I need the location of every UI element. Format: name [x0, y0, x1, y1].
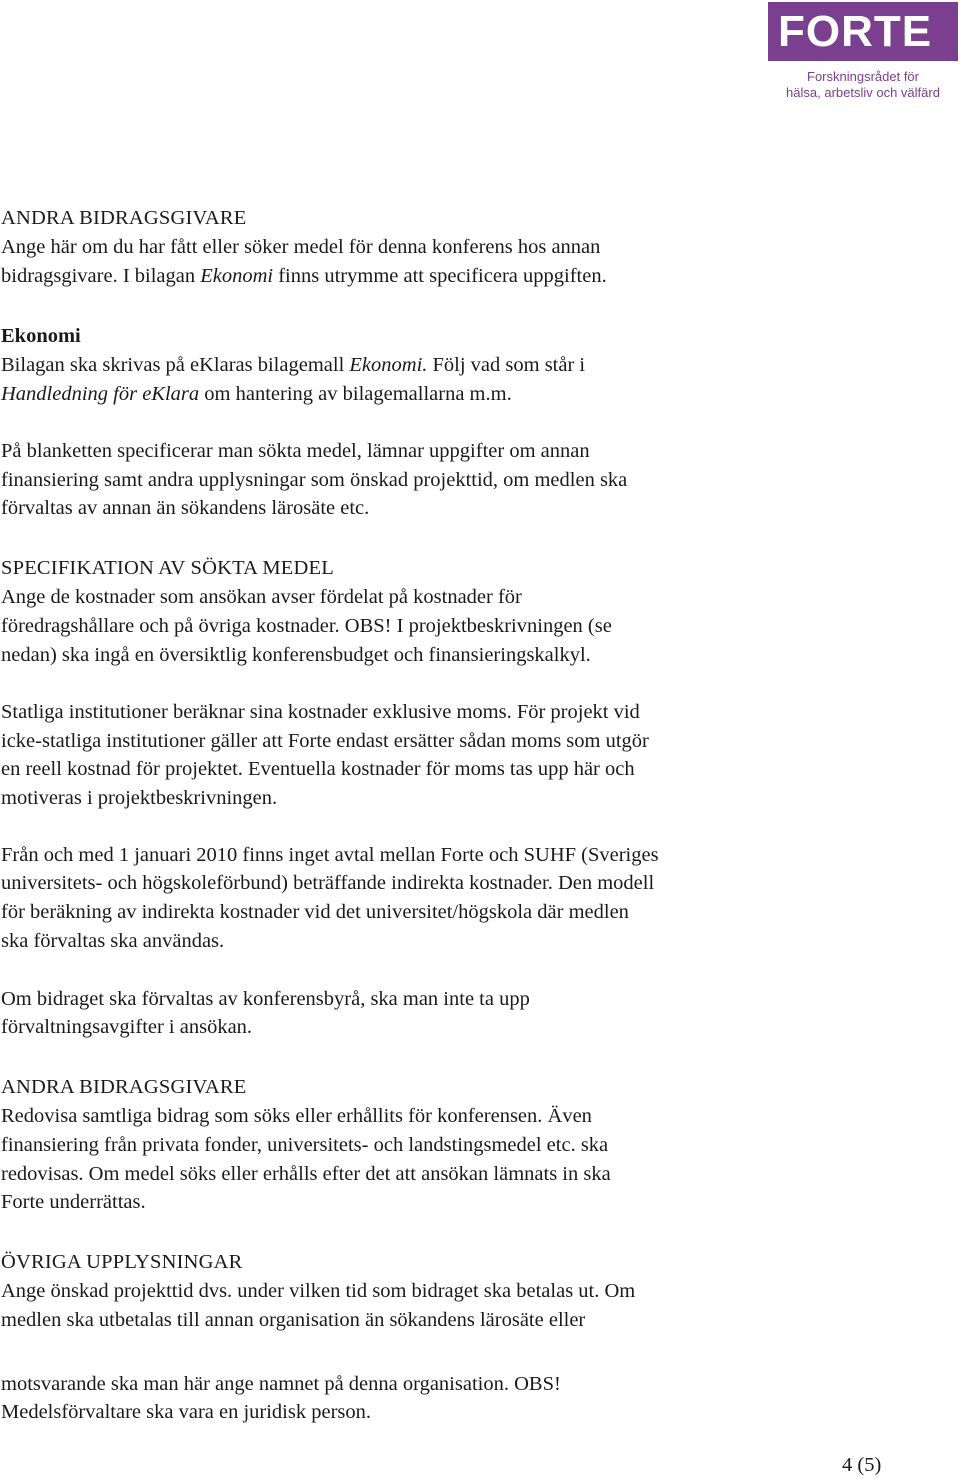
paragraph-line: Från och med 1 januari 2010 finns inget avtal mellan Forte och SUHF (Sveriges: [1, 844, 659, 866]
italic-text: Ekonomi: [200, 265, 274, 287]
paragraph-line: motsvarande ska man här ange namnet på denna organisation. OBS!: [1, 1373, 561, 1395]
italic-text: Handledning för eKlara: [1, 383, 200, 405]
logo-box: [768, 2, 958, 61]
paragraph-line: nedan) ska ingå en översiktlig konferensbudget och finansieringskalkyl.: [1, 644, 591, 666]
section-heading-andra-bidragsgivare: ANDRA BIDRAGSGIVARE: [1, 207, 247, 229]
forte-logo: [768, 2, 958, 98]
paragraph-line: [1, 351, 585, 379]
paragraph-line: en reell kostnad för projektet. Eventuella kostnader för moms tas upp här och: [1, 758, 635, 780]
paragraph-line: ska förvaltas ska användas.: [1, 930, 225, 952]
text-run: om hantering av bilagemallarna m.m.: [199, 383, 512, 405]
logo-wordmark: FORTE: [778, 7, 933, 56]
paragraph-line: Om bidraget ska förvaltas av konferensbyrå, ska man inte ta upp: [1, 988, 530, 1010]
paragraph-line: På blanketten specificerar man sökta medel, lämnar uppgifter om annan: [1, 440, 590, 462]
paragraph-line: Ange de kostnader som ansökan avser fördelat på kostnader för: [1, 586, 522, 608]
paragraph-line: Medelsförvaltare ska vara en juridisk person.: [1, 1401, 372, 1423]
paragraph-line: förvaltas av annan än sökandens lärosäte etc.: [1, 497, 370, 519]
paragraph-line: finansiering samt andra upplysningar som önskad projekttid, om medlen ska: [1, 469, 628, 491]
paragraph-line: Statliga institutioner beräknar sina kostnader exklusive moms. För projekt vid: [1, 701, 640, 723]
paragraph-line: icke-statliga institutioner gäller att Forte endast ersätter sådan moms som utgör: [1, 730, 649, 752]
paragraph-line: Ange önskad projekttid dvs. under vilken tid som bidraget ska betalas ut. Om: [1, 1280, 636, 1302]
paragraph-line: förvaltningsavgifter i ansökan.: [1, 1016, 253, 1038]
paragraph-line: Ange här om du har fått eller söker medel för denna konferens hos annan: [1, 236, 601, 258]
text-run: bidragsgivare. I bilagan: [1, 265, 201, 287]
text-run: Bilagan ska skrivas på eKlaras bilagemall: [1, 354, 350, 376]
paragraph-line: redovisas. Om medel söks eller erhålls efter det att ansökan lämnats in ska: [1, 1163, 611, 1185]
paragraph-line: för beräkning av indirekta kostnader vid det universitet/högskola där medlen: [1, 901, 629, 923]
paragraph-line: [1, 380, 512, 408]
section-heading-ovriga-upplysningar: ÖVRIGA UPPLYSNINGAR: [1, 1251, 243, 1273]
paragraph-line: föredragshållare och på övriga kostnader. OBS! I projektbeskrivningen (se: [1, 615, 612, 637]
italic-text: Ekonomi.: [349, 354, 428, 376]
paragraph-line: motiveras i projektbeskrivningen.: [1, 787, 278, 809]
paragraph-line: [1, 262, 607, 290]
logo-tagline-line1: Forskningsrådet för: [807, 69, 919, 84]
section-heading-ekonomi: Ekonomi: [1, 325, 81, 347]
paragraph-line: universitets- och högskoleförbund) beträffande indirekta kostnader. Den modell: [1, 872, 655, 894]
text-run: finns utrymme att specificera uppgiften.: [273, 265, 607, 287]
section-heading-specifikation: SPECIFIKATION AV SÖKTA MEDEL: [1, 557, 334, 579]
section-heading-andra-bidragsgivare: ANDRA BIDRAGSGIVARE: [1, 1076, 247, 1098]
logo-tagline-line2: hälsa, arbetsliv och välfärd: [786, 85, 940, 100]
paragraph-line: Redovisa samtliga bidrag som söks eller erhållits för konferensen. Även: [1, 1105, 592, 1127]
page-number: 4 (5): [842, 1454, 882, 1476]
paragraph-line: Forte underrättas.: [1, 1191, 146, 1213]
paragraph-line: finansiering från privata fonder, universitets- och landstingsmedel etc. ska: [1, 1134, 609, 1156]
paragraph-line: medlen ska utbetalas till annan organisation än sökandens lärosäte eller: [1, 1309, 586, 1331]
text-run: Följ vad som står i: [427, 354, 586, 376]
